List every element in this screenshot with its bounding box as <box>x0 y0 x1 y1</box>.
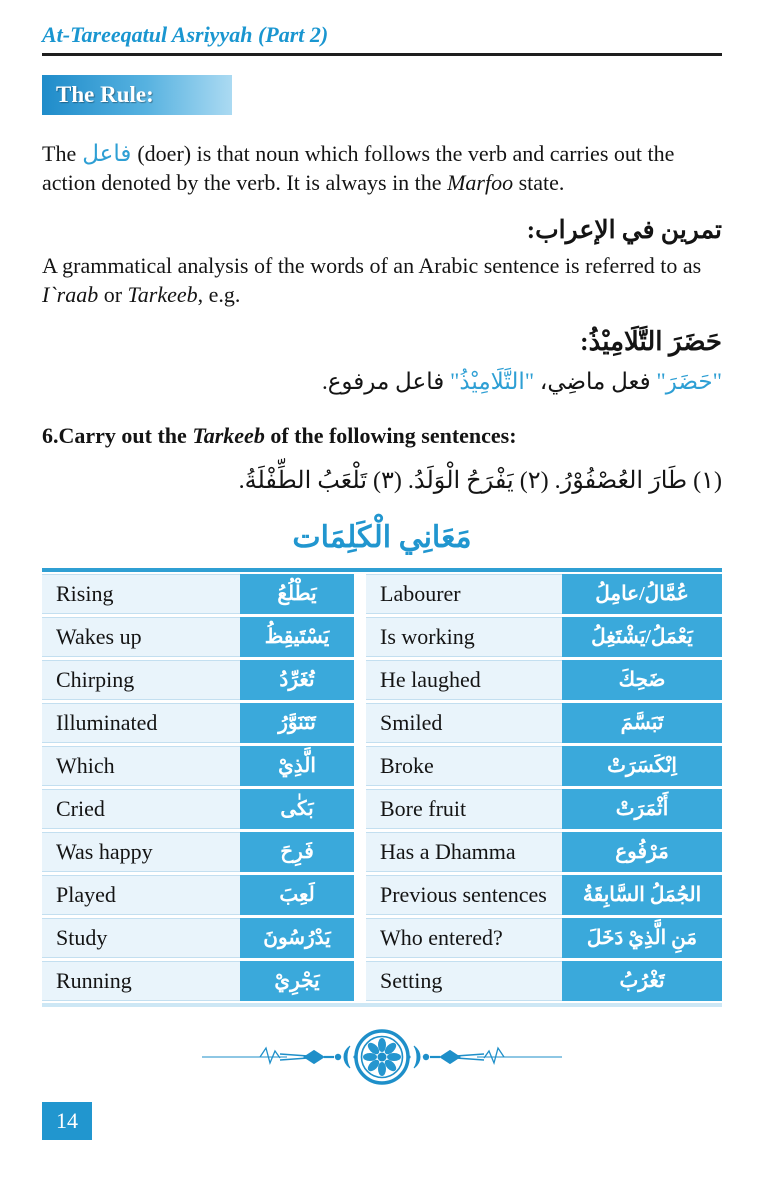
table-row <box>42 875 722 915</box>
exercise-arabic-heading: تمرين في الإعراب: <box>526 216 722 244</box>
intro-middle: or <box>98 281 128 307</box>
vocab-english-left-cell: Illuminated <box>42 703 240 743</box>
intro-italic-tarkeeb: Tarkeeb <box>127 281 198 307</box>
vocab-english-left-cell: Was happy <box>42 832 240 872</box>
analysis-text-1: فعل ماضِي، <box>534 368 657 394</box>
analysis-word-talameedh: "التَّلَامِيْذُ" <box>449 368 535 394</box>
vocab-english-right-cell: Smiled <box>366 703 562 743</box>
vocab-arabic-left-cell: يَطْلُعُ <box>240 574 354 614</box>
divider-ornament-icon <box>192 1027 572 1087</box>
vocab-arabic-right-cell: يَعْمَلُ/يَشْتَغِلُ <box>562 617 722 657</box>
table-column-gap <box>354 875 366 915</box>
table-column-gap <box>354 832 366 872</box>
rule-heading-banner <box>42 75 232 115</box>
table-column-gap <box>354 746 366 786</box>
table-row <box>42 961 722 1001</box>
task6-heading <box>42 423 722 449</box>
analysis-word-hadara: "حَضَرَ" <box>656 368 722 394</box>
table-row <box>42 703 722 743</box>
table-row <box>42 660 722 700</box>
vocab-arabic-right-cell: الجُمَلُ السَّابِقَةُ <box>562 875 722 915</box>
page-content <box>0 22 764 1007</box>
table-column-gap <box>354 961 366 1001</box>
vocab-arabic-right-cell: تَبَسَّمَ <box>562 703 722 743</box>
table-row <box>42 918 722 958</box>
task6-arabic-sentences: (١) طَارَ العُصْفُوْرُ. (٢) يَفْرَحُ الْوَلَدُ. (٣) تَلْعَبُ الطِّفْلَةُ. <box>238 467 722 494</box>
vocab-arabic-left-cell: يَسْتَيقِظُ <box>240 617 354 657</box>
page-number-badge <box>42 1102 92 1140</box>
vocab-english-right-cell: Setting <box>366 961 562 1001</box>
vocab-english-left-cell: Played <box>42 875 240 915</box>
intro-suffix: , e.g. <box>197 281 241 307</box>
vocab-arabic-left-cell: يَجْرِيْ <box>240 961 354 1001</box>
table-row <box>42 832 722 872</box>
table-column-gap <box>354 574 366 614</box>
vocab-arabic-left-cell: تَتَنَوَّرُ <box>240 703 354 743</box>
vocab-english-left-cell: Which <box>42 746 240 786</box>
analysis-text-2: فاعل مرفوع. <box>321 368 450 394</box>
vocab-arabic-left-cell: فَرِحَ <box>240 832 354 872</box>
vocab-arabic-right-cell: تَغْرُبُ <box>562 961 722 1001</box>
table-row <box>42 746 722 786</box>
vocab-arabic-left-cell: بَكٰى <box>240 789 354 829</box>
vocab-english-left-cell: Chirping <box>42 660 240 700</box>
arabic-example-sentence: حَضَرَ التَّلَامِيْذُ: <box>579 326 722 356</box>
vocab-english-right-cell: Broke <box>366 746 562 786</box>
vocab-english-left-cell: Rising <box>42 574 240 614</box>
table-column-gap <box>354 660 366 700</box>
vocab-english-right-cell: Has a Dhamma <box>366 832 562 872</box>
vocab-table <box>42 568 722 1007</box>
task6-prefix: 6.Carry out the <box>42 422 193 448</box>
vocab-english-left-cell: Cried <box>42 789 240 829</box>
rule-paragraph <box>42 139 722 198</box>
page-number: 14 <box>56 1107 78 1133</box>
vocab-english-right-cell: Bore fruit <box>366 789 562 829</box>
intro-prefix: A grammatical analysis of the words of an Arabic sentence is referred to as <box>42 252 702 278</box>
table-row <box>42 574 722 614</box>
table-row <box>42 789 722 829</box>
vocab-english-right-cell: Labourer <box>366 574 562 614</box>
rule-paragraph-suffix: state. <box>518 170 565 196</box>
vocab-table-title: مَعَانِي الْكَلِمَات <box>292 520 472 554</box>
footer-divider <box>0 1027 764 1092</box>
vocab-arabic-right-cell: مَرْفُوع <box>562 832 722 872</box>
page-title: At-Tareeqatul Asriyyah (Part 2) <box>42 22 329 47</box>
rule-arabic-word: فاعل <box>82 141 132 166</box>
task6-italic-tarkeeb: Tarkeeb <box>192 422 265 448</box>
vocab-table-body <box>42 574 722 1001</box>
vocab-arabic-left-cell: الَّذِيْ <box>240 746 354 786</box>
rule-paragraph-italic: Marfoo <box>447 170 514 196</box>
arabic-analysis-line <box>42 369 722 395</box>
intro-italic-iraab: I`raab <box>42 281 99 307</box>
vocab-english-right-cell: He laughed <box>366 660 562 700</box>
vocab-english-right-cell: Who entered? <box>366 918 562 958</box>
vocab-english-left-cell: Running <box>42 961 240 1001</box>
vocab-arabic-left-cell: لَعِبَ <box>240 875 354 915</box>
vocab-arabic-right-cell: اِنْكَسَرَتْ <box>562 746 722 786</box>
table-column-gap <box>354 617 366 657</box>
rule-paragraph-prefix: The <box>42 141 77 166</box>
vocab-arabic-right-cell: ضَحِكَ <box>562 660 722 700</box>
vocab-english-right-cell: Previous sentences <box>366 875 562 915</box>
table-column-gap <box>354 789 366 829</box>
exercise-intro-paragraph <box>42 252 722 310</box>
rule-heading-label: The Rule: <box>56 82 154 107</box>
vocab-arabic-right-cell: عُمَّالُ/عامِلُ <box>562 574 722 614</box>
header-divider-line <box>42 53 722 56</box>
vocab-arabic-right-cell: أَثْمَرَتْ <box>562 789 722 829</box>
vocab-arabic-left-cell: تُغَرِّدُ <box>240 660 354 700</box>
table-row <box>42 617 722 657</box>
task6-suffix: of the following sentences: <box>264 422 517 448</box>
vocab-arabic-right-cell: مَنِ الَّذِيْ دَخَلَ <box>562 918 722 958</box>
vocab-english-left-cell: Study <box>42 918 240 958</box>
table-column-gap <box>354 703 366 743</box>
table-column-gap <box>354 918 366 958</box>
vocab-arabic-left-cell: يَدْرُسُونَ <box>240 918 354 958</box>
vocab-english-right-cell: Is working <box>366 617 562 657</box>
vocab-english-left-cell: Wakes up <box>42 617 240 657</box>
rule-paragraph-middle: (doer) is that noun which follows the verb and carries out the action denoted by the verb. It is always in the <box>42 141 675 196</box>
